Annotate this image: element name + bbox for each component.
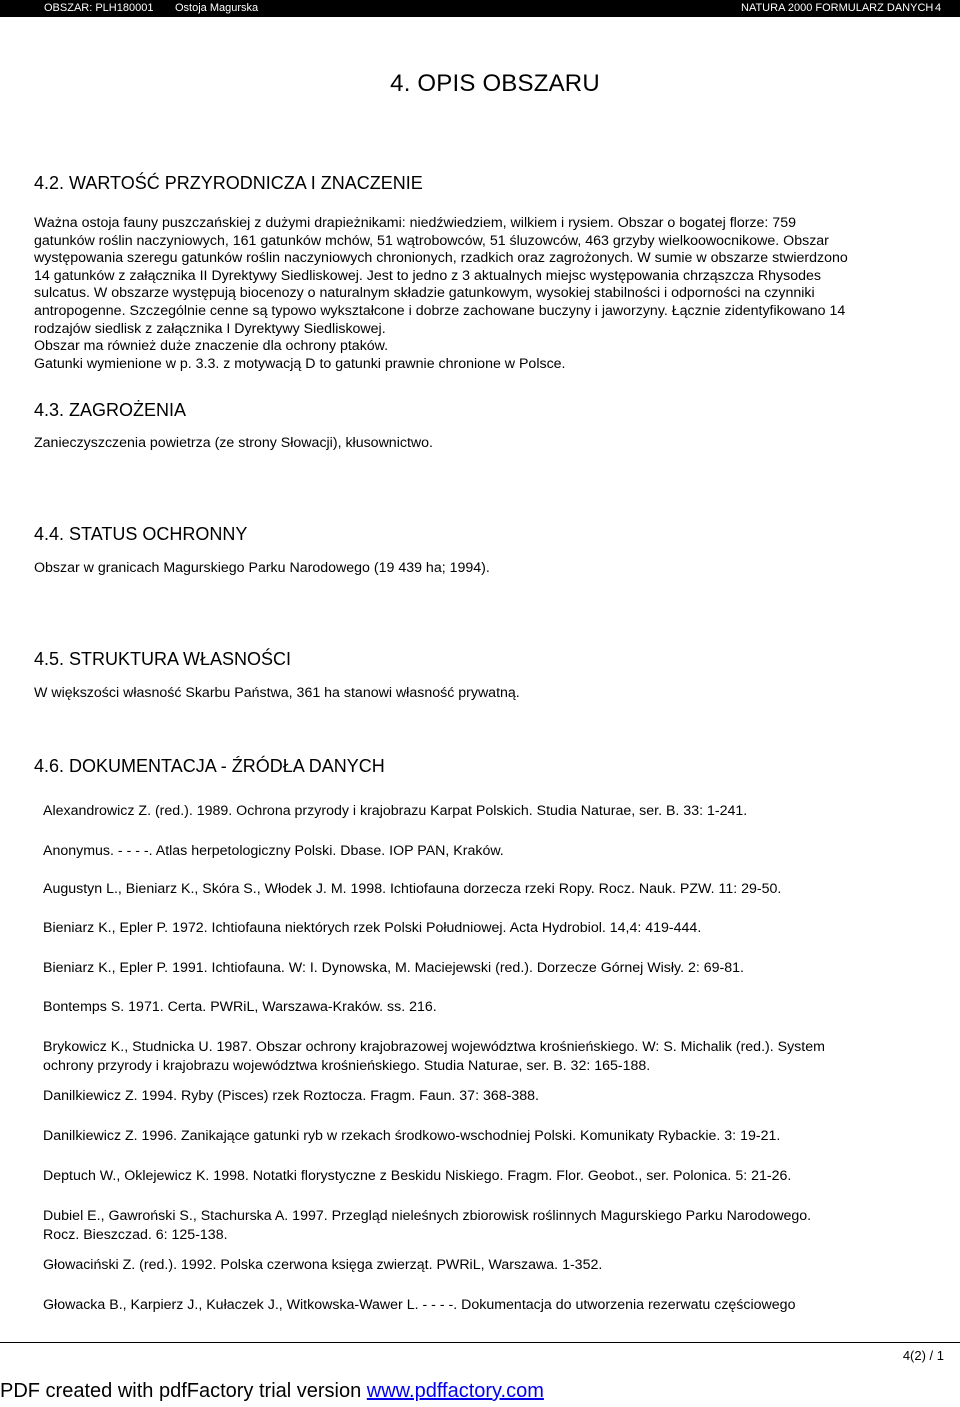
section-4-3	[34, 400, 939, 453]
text-line: antropogenne. Szczególnie cenne są typowo wykształcone i dobrze zachowane buczyny i jaworzyny. Łącznie zidentyfikowano 14	[34, 302, 846, 319]
section-text: Obszar w granicach Magurskiego Parku Narodowego (19 439 ha; 1994).	[34, 560, 490, 576]
reference-item	[43, 1038, 943, 1077]
reference-item	[43, 998, 943, 1017]
text-line: Obszar ma również duże znaczenie dla ochrony ptaków.	[34, 338, 389, 355]
reference-line: Głowaciński Z. (red.). 1992. Polska czerwona księga zwierząt. PWRiL, Warszawa. 1-352.	[43, 1257, 603, 1273]
reference-item	[43, 959, 943, 978]
footer-divider	[0, 1342, 960, 1343]
reference-line: Deptuch W., Oklejewicz K. 1998. Notatki florystyczne z Beskidu Niskiego. Fragm. Flor. Geobot., ser. Polonica. 5: 21-26.	[43, 1168, 792, 1184]
pdf-creator-footer	[0, 1380, 544, 1403]
text-line: 14 gatunków z załącznika II Dyrektywy Siedliskowej. Jest to jedno z 3 aktualnych miejsc występowania chrząszcza Rhysodes	[34, 267, 821, 284]
section-heading: 4.6. DOKUMENTACJA - ŹRÓDŁA DANYCH	[34, 756, 385, 776]
reference-line: Rocz. Bieszczad. 6: 125-138.	[43, 1227, 228, 1244]
pdf-footer-text: PDF created with pdfFactory trial version	[0, 1380, 367, 1402]
page-header-bar	[0, 0, 960, 17]
section-4-5	[34, 649, 939, 703]
reference-line: Anonymus. - - - -. Atlas herpetologiczny Polski. Dbase. IOP PAN, Kraków.	[43, 843, 504, 859]
reference-line: Brykowicz K., Studnicka U. 1987. Obszar ochrony krajobrazowej województwa krośnieńskiego. W: S. Michalik (red.). System	[43, 1039, 825, 1055]
reference-item	[43, 1256, 943, 1275]
text-line: Ważna ostoja fauny puszczańskiej z dużymi drapieżnikami: niedźwiedziem, wilkiem i rysiem. Obszar o bogatej florze: 759	[34, 215, 796, 231]
reference-item	[43, 919, 943, 938]
reference-line: Augustyn L., Bieniarz K., Skóra S., Włodek J. M. 1998. Ichtiofauna dorzecza rzeki Ropy. Rocz. Nauk. PZW. 11: 29-50.	[43, 881, 782, 897]
section-heading: 4.3. ZAGROŻENIA	[34, 400, 187, 420]
reference-item	[43, 1167, 943, 1186]
text-line: występowania szeregu gatunków roślin naczyniowych chronionych, rzadkich oraz zagrożonych. W sumie w obszarze stwierdzono	[34, 250, 848, 267]
reference-line: Bieniarz K., Epler P. 1991. Ichtiofauna. W: I. Dynowska, M. Maciejewski (red.). Dorzecze Górnej Wisły. 2: 69-81.	[43, 960, 744, 976]
header-form-title: NATURA 2000 FORMULARZ DANYCH	[741, 2, 934, 14]
section-heading: 4.5. STRUKTURA WŁASNOŚCI	[34, 649, 292, 669]
text-line: rodzajów siedlisk z załącznika I Dyrektywy Siedliskowej.	[34, 320, 386, 337]
section-heading: 4.2. WARTOŚĆ PRZYRODNICZA I ZNACZENIE	[34, 173, 423, 193]
text-line: gatunków roślin naczyniowych, 161 gatunków mchów, 51 wątrobowców, 51 śluzowców, 463 grzyby wielkoowocnikowe. Obszar	[34, 232, 829, 249]
text-line: Gatunki wymienione w p. 3.3. z motywacją D to gatunki prawnie chronione w Polsce.	[34, 355, 566, 372]
header-area-code: OBSZAR: PLH180001	[44, 2, 154, 14]
header-page-number: 4	[935, 2, 942, 14]
header-area-name: Ostoja Magurska	[175, 2, 259, 14]
reference-line: Bieniarz K., Epler P. 1972. Ichtiofauna niektórych rzek Polski Południowej. Acta Hydrobiol. 14,4: 419-444.	[43, 920, 702, 936]
reference-line: Danilkiewicz Z. 1994. Ryby (Pisces) rzek Roztocza. Fragm. Faun. 37: 368-388.	[43, 1088, 539, 1104]
reference-item	[43, 1207, 943, 1246]
page-number: 4(2) / 1	[902, 1348, 944, 1363]
section-4-2	[34, 173, 939, 373]
reference-item	[43, 802, 943, 821]
section-heading: 4.4. STATUS OCHRONNY	[34, 524, 248, 544]
text-line: sulcatus. W obszarze występują biocenozy o naturalnym składzie gatunkowym, wysokiej stabilności i odporności na czynniki	[34, 285, 815, 302]
reference-line: Alexandrowicz Z. (red.). 1989. Ochrona przyrody i krajobrazu Karpat Polskich. Studia Naturae, ser. B. 33: 1-241.	[43, 803, 748, 819]
reference-item	[43, 1127, 943, 1146]
page-title: 4. OPIS OBSZARU	[390, 70, 600, 97]
section-4-6	[34, 756, 939, 777]
reference-item	[43, 842, 943, 861]
reference-line: Danilkiewicz Z. 1996. Zanikające gatunki ryb w rzekach środkowo-wschodniej Polski. Komunikaty Rybackie. 3: 19-21.	[43, 1128, 781, 1144]
section-4-4	[34, 524, 939, 578]
reference-line: Bontemps S. 1971. Certa. PWRiL, Warszawa-Kraków. ss. 216.	[43, 999, 437, 1015]
reference-line: Dubiel E., Gawroński S., Stachurska A. 1997. Przegląd nieleśnych zbiorowisk roślinnych Magurskiego Parku Narodowego.	[43, 1208, 812, 1224]
reference-line: ochrony przyrody i krajobrazu województwa krośnieńskiego. Studia Naturae, ser. B. 32: 165-188.	[43, 1058, 651, 1075]
section-body	[34, 215, 939, 373]
reference-line: Głowacka B., Karpierz J., Kułaczek J., Witkowska-Wawer L. - - - -. Dokumentacja do utworzenia rezerwatu częściowego	[43, 1297, 796, 1313]
section-text: Zanieczyszczenia powietrza (ze strony Słowacji), kłusownictwo.	[34, 435, 433, 451]
reference-item	[43, 880, 943, 899]
reference-item	[43, 1296, 943, 1315]
reference-item	[43, 1087, 943, 1106]
pdffactory-link[interactable]: www.pdffactory.com	[366, 1380, 544, 1402]
section-text: W większości własność Skarbu Państwa, 361 ha stanowi własność prywatną.	[34, 685, 520, 701]
